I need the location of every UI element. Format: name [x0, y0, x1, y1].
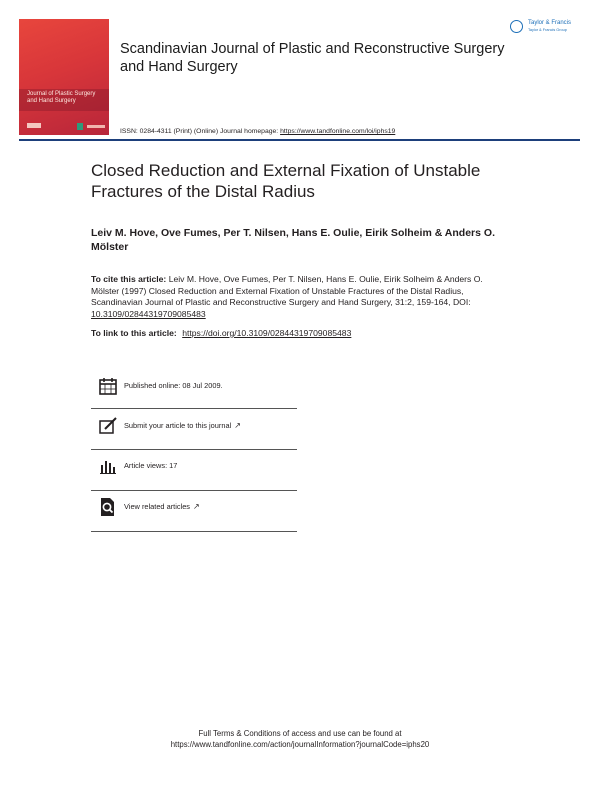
- citation-block: [91, 274, 511, 320]
- publisher-name: Taylor & Francis: [528, 20, 572, 26]
- search-document-icon: [98, 497, 118, 517]
- submit-article-link[interactable]: [124, 421, 241, 430]
- cover-publisher-logo: [27, 123, 41, 128]
- cite-text: Leiv M. Hove, Ove Fumes, Per T. Nilsen, Hans E. Oulie, Eirik Solheim & Anders O. Mölster (1997) Closed Reduction and External Fixation of Unstable Fractures of the Distal Radius, Scandinavian Journal of Plastic and Reconstructive Surgery and Hand Surgery, 31:2, 159-164, DOI:: [91, 274, 483, 308]
- related-row[interactable]: [98, 495, 298, 521]
- cover-footer-mark: [87, 125, 105, 128]
- cover-title: Journal of Plastic Surgery and Hand Surgery: [27, 91, 96, 104]
- published-row: [98, 374, 298, 400]
- calendar-icon: [98, 376, 118, 396]
- published-date: Published online: 08 Jul 2009.: [124, 381, 223, 390]
- external-link-icon: ↗: [193, 502, 200, 511]
- related-articles-label: View related articles: [124, 502, 190, 511]
- external-link-icon: ↗: [234, 421, 241, 430]
- views-row: [98, 454, 298, 480]
- cover-badge: [77, 123, 83, 130]
- article-title: Closed Reduction and External Fixation of Unstable Fractures of the Distal Radius: [91, 161, 481, 201]
- footer-terms: Full Terms & Conditions of access and use can be found at: [198, 729, 402, 738]
- journal-name: Scandinavian Journal of Plastic and Reconstructive Surgery and Hand Surgery: [120, 41, 505, 75]
- issn-line: [120, 128, 395, 135]
- bar-chart-icon: [98, 456, 118, 476]
- journal-cover-image: [19, 19, 109, 135]
- article-doi-url-link[interactable]: https://doi.org/10.3109/02844319709085483: [182, 328, 352, 338]
- link-label: To link to this article:: [91, 328, 177, 338]
- footer: [0, 728, 600, 750]
- publisher-logo: [510, 19, 582, 39]
- info-divider: [91, 531, 297, 532]
- edit-icon: [98, 416, 118, 436]
- header-divider: [19, 139, 580, 141]
- info-divider: [91, 490, 297, 491]
- article-link-line: [91, 328, 511, 338]
- issn-text: ISSN: 0284-4311 (Print) (Online) Journal homepage:: [120, 128, 279, 135]
- doi-link[interactable]: 10.3109/02844319709085483: [91, 308, 206, 319]
- publisher-subname: Taylor & Francis Group: [528, 28, 567, 32]
- publisher-logo-icon: [510, 20, 523, 33]
- article-authors: Leiv M. Hove, Ove Fumes, Per T. Nilsen, Hans E. Oulie, Eirik Solheim & Anders O. Mölster: [91, 227, 495, 253]
- cite-label: To cite this article:: [91, 274, 167, 284]
- info-divider: [91, 408, 297, 409]
- info-divider: [91, 449, 297, 450]
- related-articles-link[interactable]: [124, 502, 200, 511]
- footer-terms-url[interactable]: https://www.tandfonline.com/action/journalInformation?journalCode=iphs20: [170, 740, 430, 749]
- submit-row[interactable]: [98, 414, 298, 440]
- article-views: Article views: 17: [124, 461, 178, 470]
- journal-homepage-link[interactable]: https://www.tandfonline.com/loi/iphs19: [280, 128, 396, 135]
- submit-article-label: Submit your article to this journal: [124, 421, 232, 430]
